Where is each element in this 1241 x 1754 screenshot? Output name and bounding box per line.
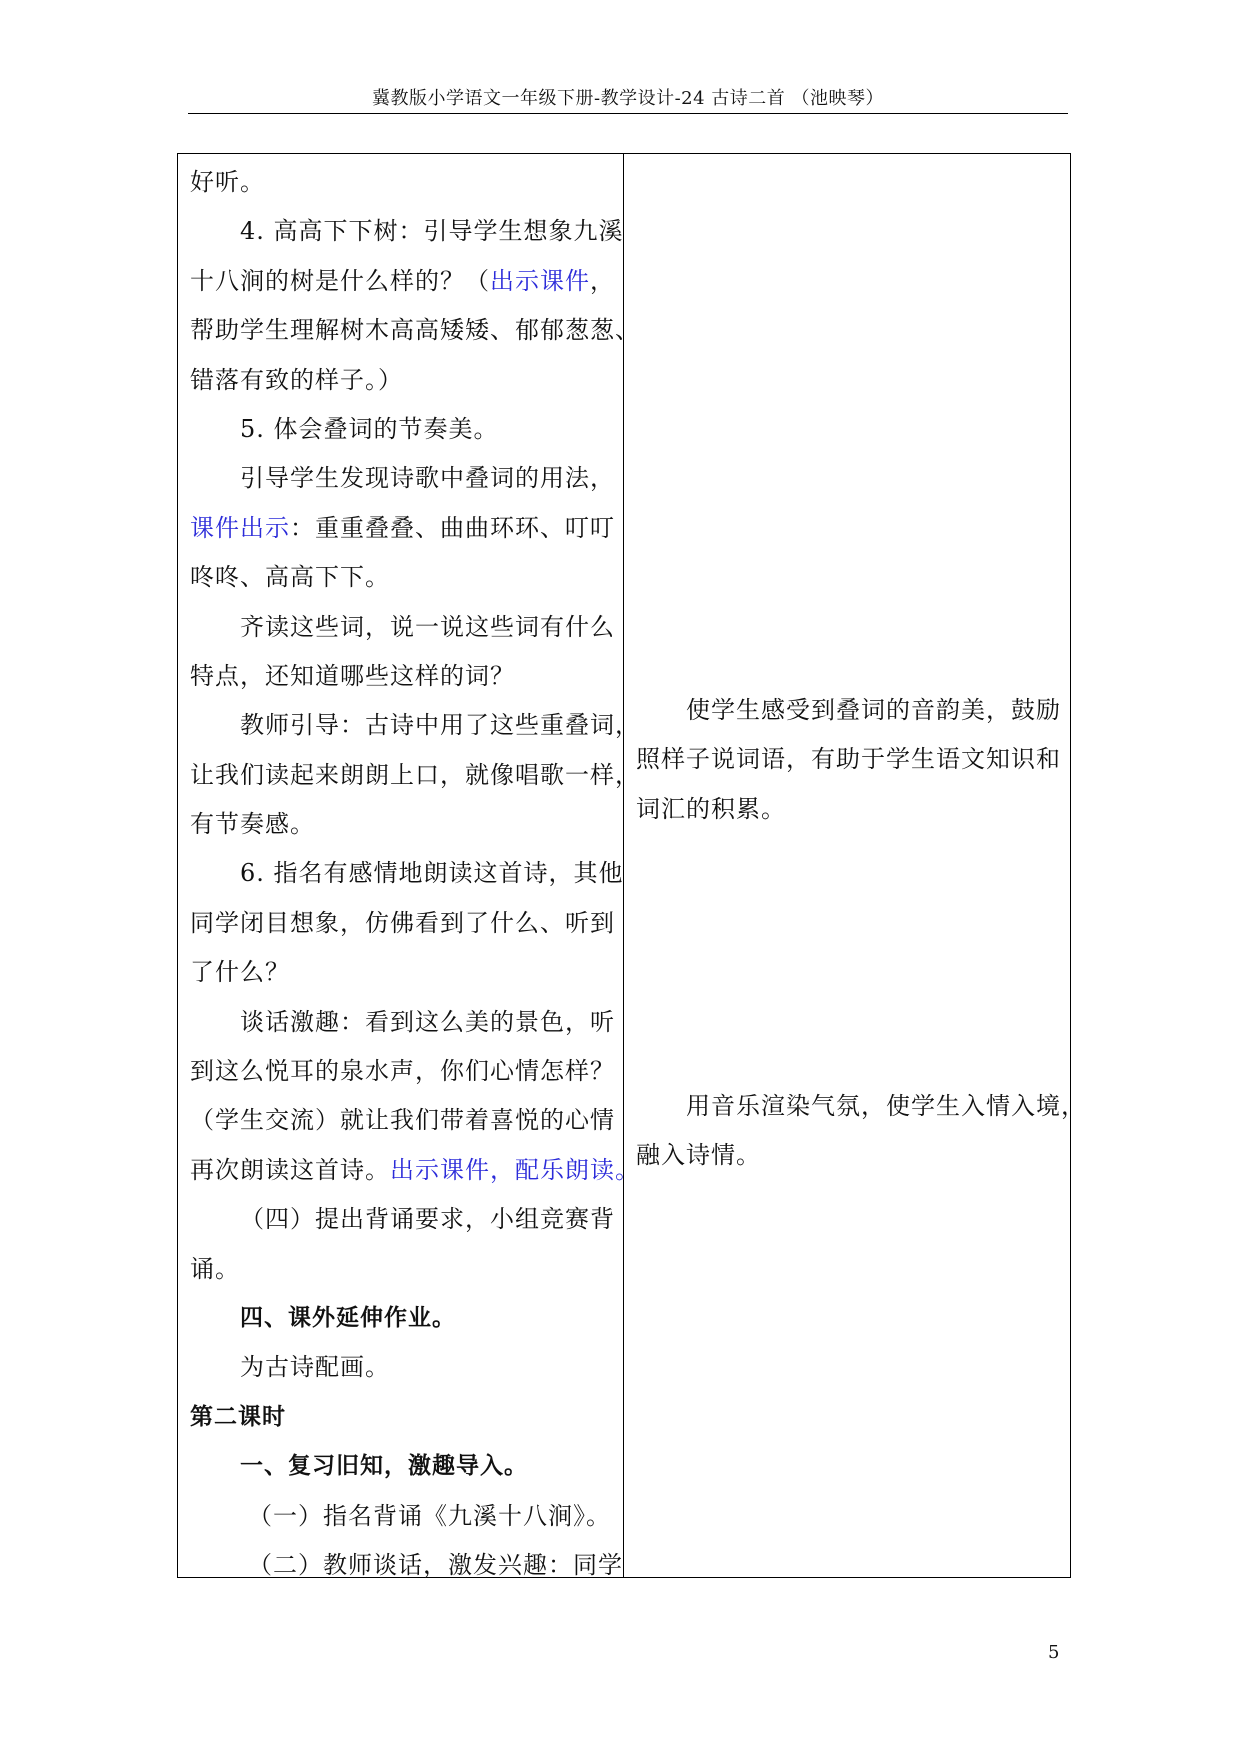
header-rule bbox=[188, 113, 1068, 114]
section-heading: 四、课外延伸作业。 bbox=[240, 1304, 456, 1331]
note-line: 融入诗情。 bbox=[636, 1141, 761, 1170]
courseware-note: 出示课件，配乐朗读。 bbox=[390, 1155, 640, 1184]
text-line: 谈话激趣：看到这么美的景色，听 bbox=[240, 1007, 615, 1036]
lesson-table bbox=[177, 153, 1086, 1579]
text-line: 齐读这些词，说一说这些词有什么 bbox=[240, 612, 615, 641]
note-line: 词汇的积累。 bbox=[636, 794, 786, 823]
section-heading: 一、复习旧知，激趣导入。 bbox=[240, 1453, 528, 1480]
text-line: 引导学生发现诗歌中叠词的用法， bbox=[240, 464, 615, 493]
text-line: 同学闭目想象，仿佛看到了什么、听到 bbox=[190, 908, 615, 937]
courseware-note: 出示课件 bbox=[490, 266, 590, 295]
text-line: 特点，还知道哪些这样的词？ bbox=[190, 661, 515, 690]
note-line: 照样子说词语，有助于学生语文知识和 bbox=[636, 745, 1061, 774]
note-line: 使学生感受到叠词的音韵美，鼓励 bbox=[686, 696, 1061, 724]
text-line: 错落有致的样子。） bbox=[190, 365, 403, 394]
design-note bbox=[636, 686, 1060, 834]
text-line: 有节奏感。 bbox=[190, 810, 315, 839]
text-line: 十八涧的树是什么样的？（出示课件， bbox=[190, 266, 615, 295]
note-line: 用音乐渲染气氛，使学生入情入境， bbox=[686, 1092, 1086, 1120]
text-line: 帮助学生理解树木高高矮矮、郁郁葱葱、 bbox=[190, 316, 640, 345]
text-line: 6. 指名有感情地朗读这首诗，其他 bbox=[240, 859, 624, 888]
text-line: 为古诗配画。 bbox=[240, 1353, 390, 1382]
text-line: 诵。 bbox=[190, 1254, 240, 1283]
page-header: 冀教版小学语文一年级下册-教学设计-24 古诗二首 （池映琴） bbox=[371, 88, 884, 109]
text-line: 好听。 bbox=[190, 168, 265, 196]
text-line: （一）指名背诵《九溪十八涧》。 bbox=[248, 1501, 611, 1530]
text-line: 让我们读起来朗朗上口，就像唱歌一样， bbox=[190, 760, 640, 789]
courseware-note: 课件出示 bbox=[190, 513, 290, 542]
text-line: （四）提出背诵要求，小组竞赛背 bbox=[240, 1205, 615, 1234]
text-line: 咚咚、高高下下。 bbox=[190, 563, 390, 592]
text-line: 4. 高高下下树：引导学生想象九溪 bbox=[240, 217, 624, 246]
teaching-process-column bbox=[190, 158, 640, 1590]
text-line: 了什么？ bbox=[190, 958, 290, 987]
text-line: 到这么悦耳的泉水声，你们心情怎样？ bbox=[190, 1057, 615, 1086]
design-note bbox=[636, 1082, 1086, 1181]
text-line: （二）教师谈话，激发兴趣：同学 bbox=[248, 1550, 623, 1579]
text-line: 课件出示：重重叠叠、曲曲环环、叮叮 bbox=[190, 513, 615, 542]
text-line: 5. 体会叠词的节奏美。 bbox=[240, 414, 499, 443]
text-line: 再次朗读这首诗。出示课件，配乐朗读。 bbox=[190, 1155, 640, 1184]
lesson-heading: 第二课时 bbox=[190, 1403, 286, 1430]
text-line: （学生交流）就让我们带着喜悦的心情 bbox=[190, 1106, 615, 1135]
page-number: 5 bbox=[1048, 1642, 1060, 1663]
text-line: 教师引导：古诗中用了这些重叠词， bbox=[240, 711, 640, 740]
